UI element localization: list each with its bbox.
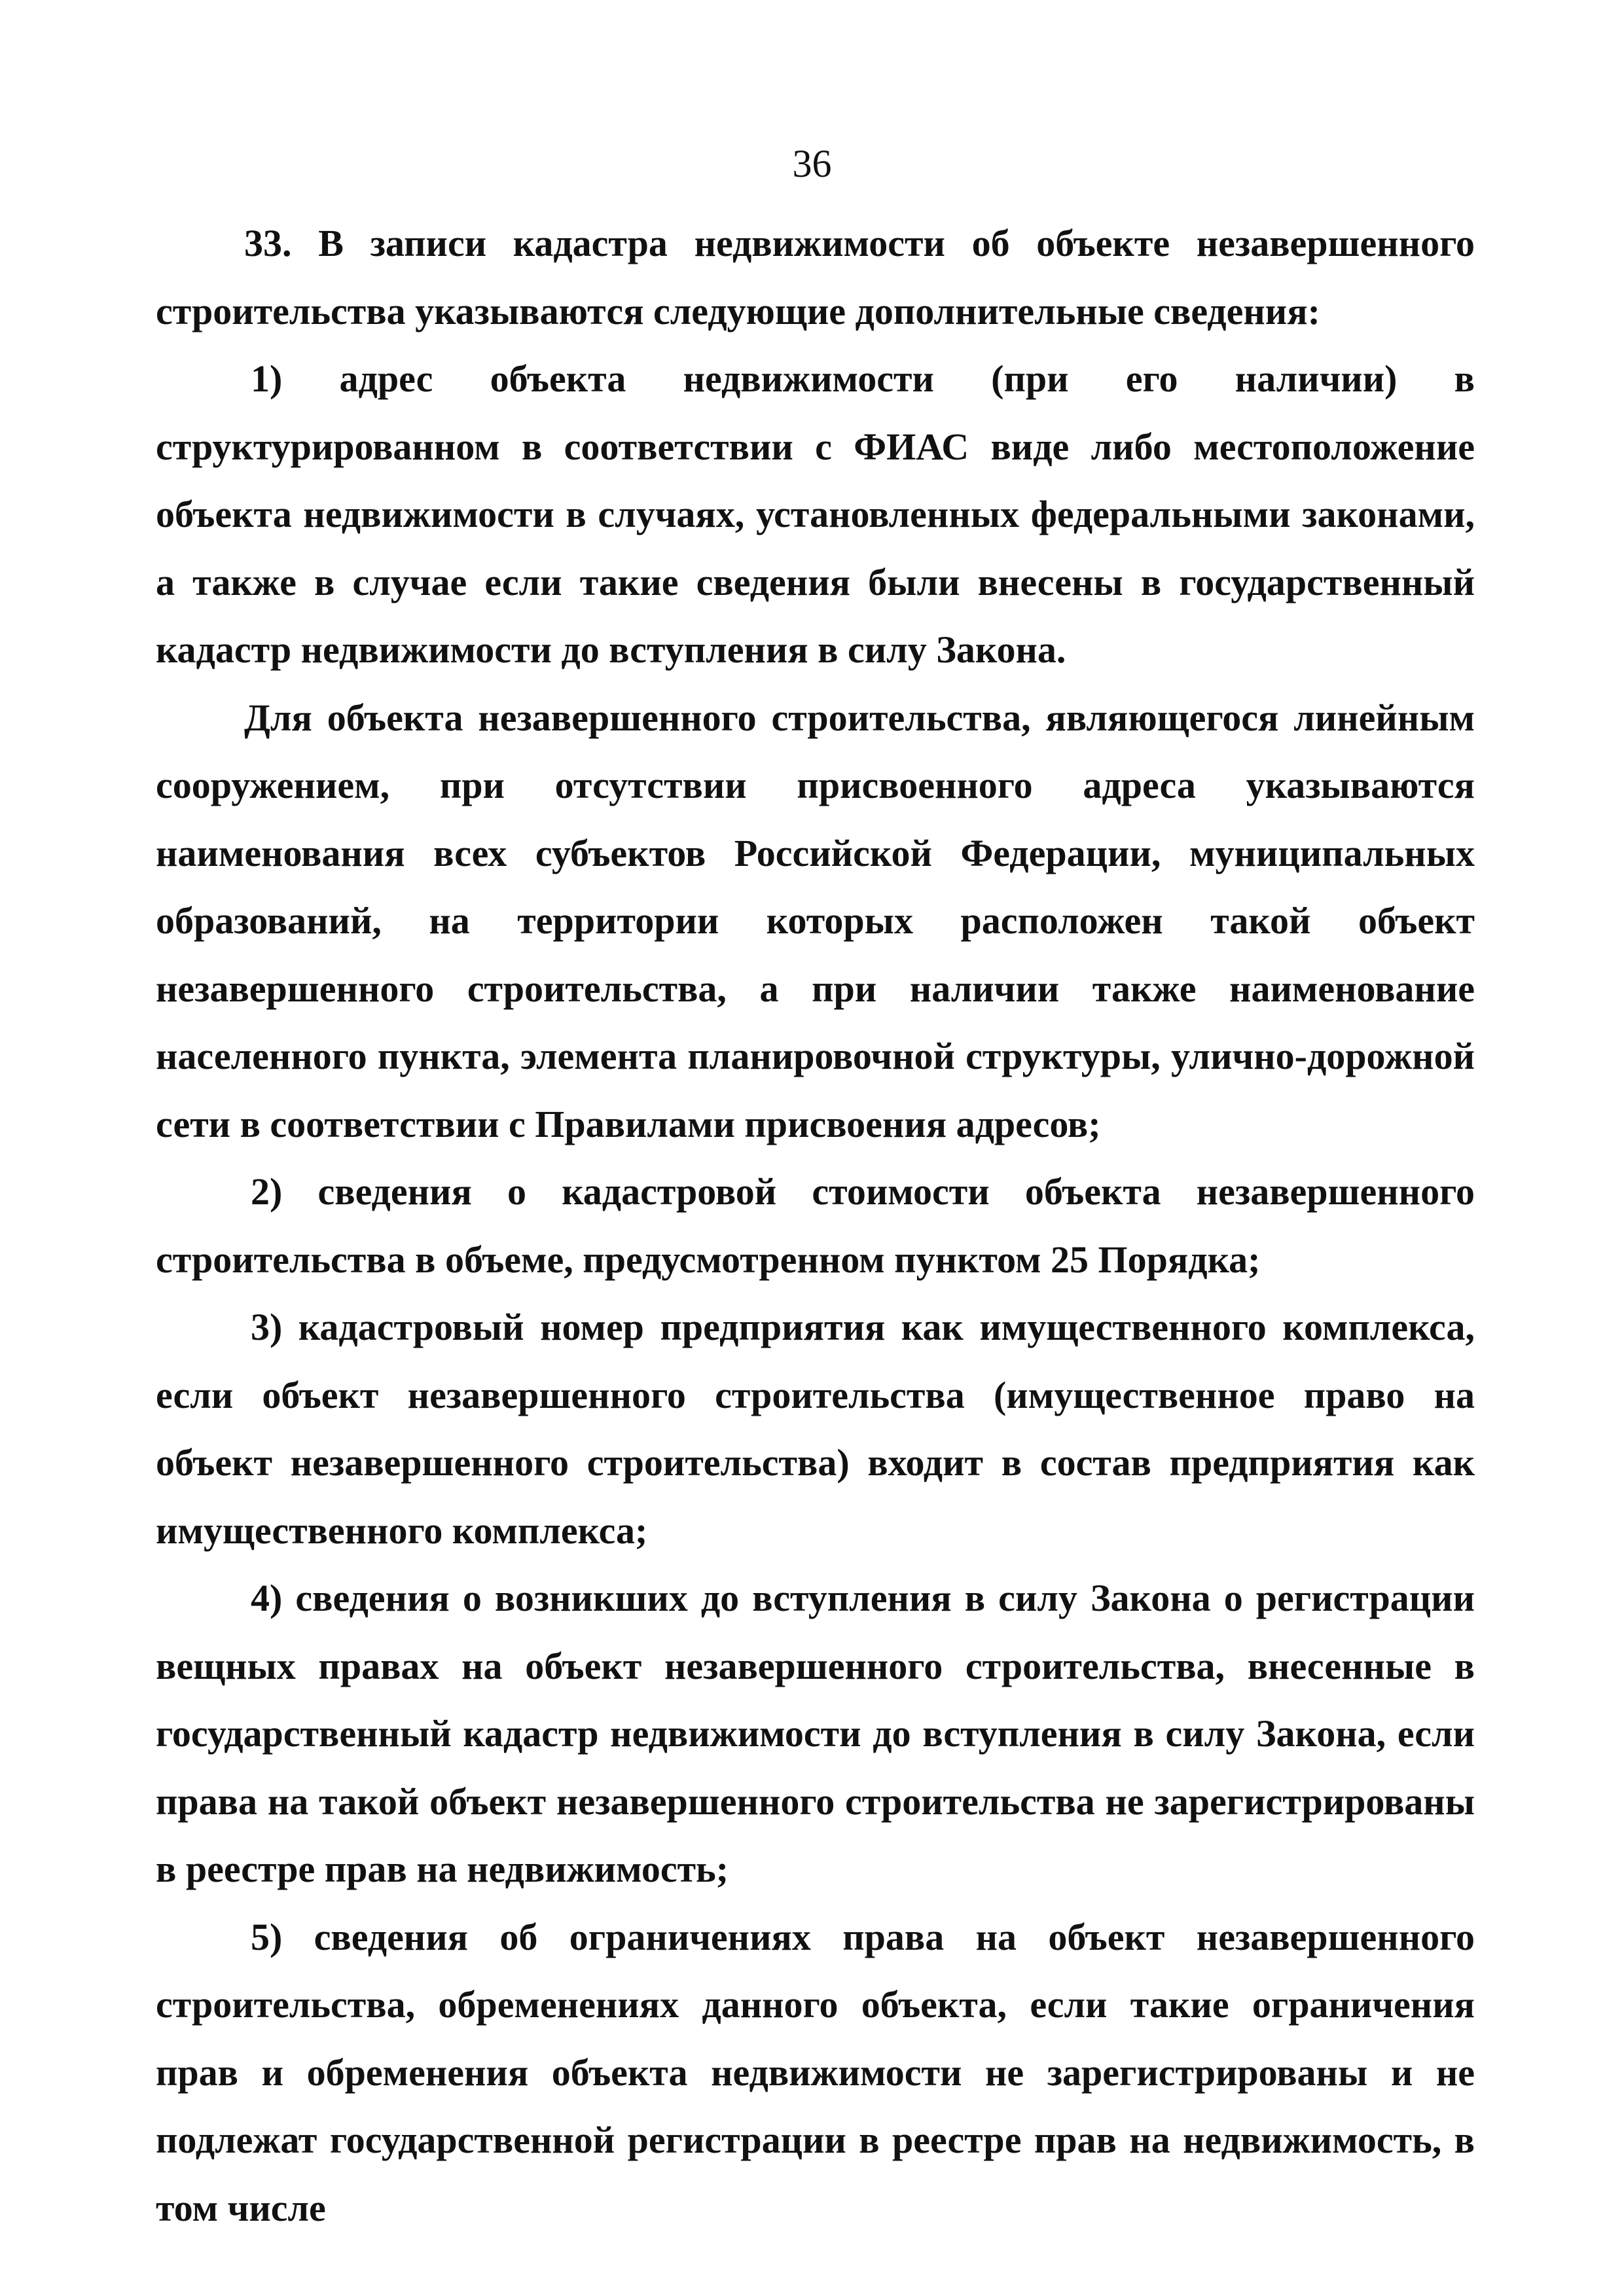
list-item-1: 1) адрес объекта недвижимости (при его наличии) в структурированном в соответствии с ФИАС виде либо местоположение объекта недвижимости в случаях, установленных федеральными законами, а также в случае если такие сведения были внесены в государственный кадастр недвижимости до вступления в силу Закона. — [156, 357, 1475, 671]
document-body — [156, 209, 1475, 2242]
list-item-3: 3) кадастровый номер предприятия как имущественного комплекса, если объект незавершенного строительства (имущественное право на объект незавершенного строительства) входит в состав предприятия как имущественного комплекса; — [156, 1306, 1475, 1552]
list-item-2: 2) сведения о кадастровой стоимости объекта незавершенного строительства в объеме, предусмотренном пунктом 25 Порядка; — [156, 1170, 1475, 1281]
list-item-5: 5) сведения об ограничениях права на объект незавершенного строительства, обременениях данного объекта, если такие ограничения прав и обременения объекта недвижимости не зарегистрированы и не подлежат государственной регистрации в реестре прав на недвижимость, в том числе — [156, 1915, 1475, 2229]
paragraph-linear-structure: Для объекта незавершенного строительства, являющегося линейным сооружением, при отсутствии присвоенного адреса указываются наименования всех субъектов Российской Федерации, муниципальных образований, на территории которых расположен такой объект незавершенного строительства, а при наличии также наименование населенного пункта, элемента планировочной структуры, улично-дорожной сети в соответствии с Правилами присвоения адресов; — [156, 696, 1475, 1145]
paragraph-33: 33. В записи кадастра недвижимости об объекте незавершенного строительства указываются следующие дополнительные сведения: — [156, 222, 1475, 332]
list-item-4: 4) сведения о возникших до вступления в силу Закона о регистрации вещных правах на объект незавершенного строительства, внесенные в государственный кадастр недвижимости до вступления в силу Закона, если права на такой объект незавершенного строительства не зарегистрированы в реестре прав на недвижимость; — [156, 1577, 1475, 1890]
page-number: 36 — [792, 142, 832, 185]
